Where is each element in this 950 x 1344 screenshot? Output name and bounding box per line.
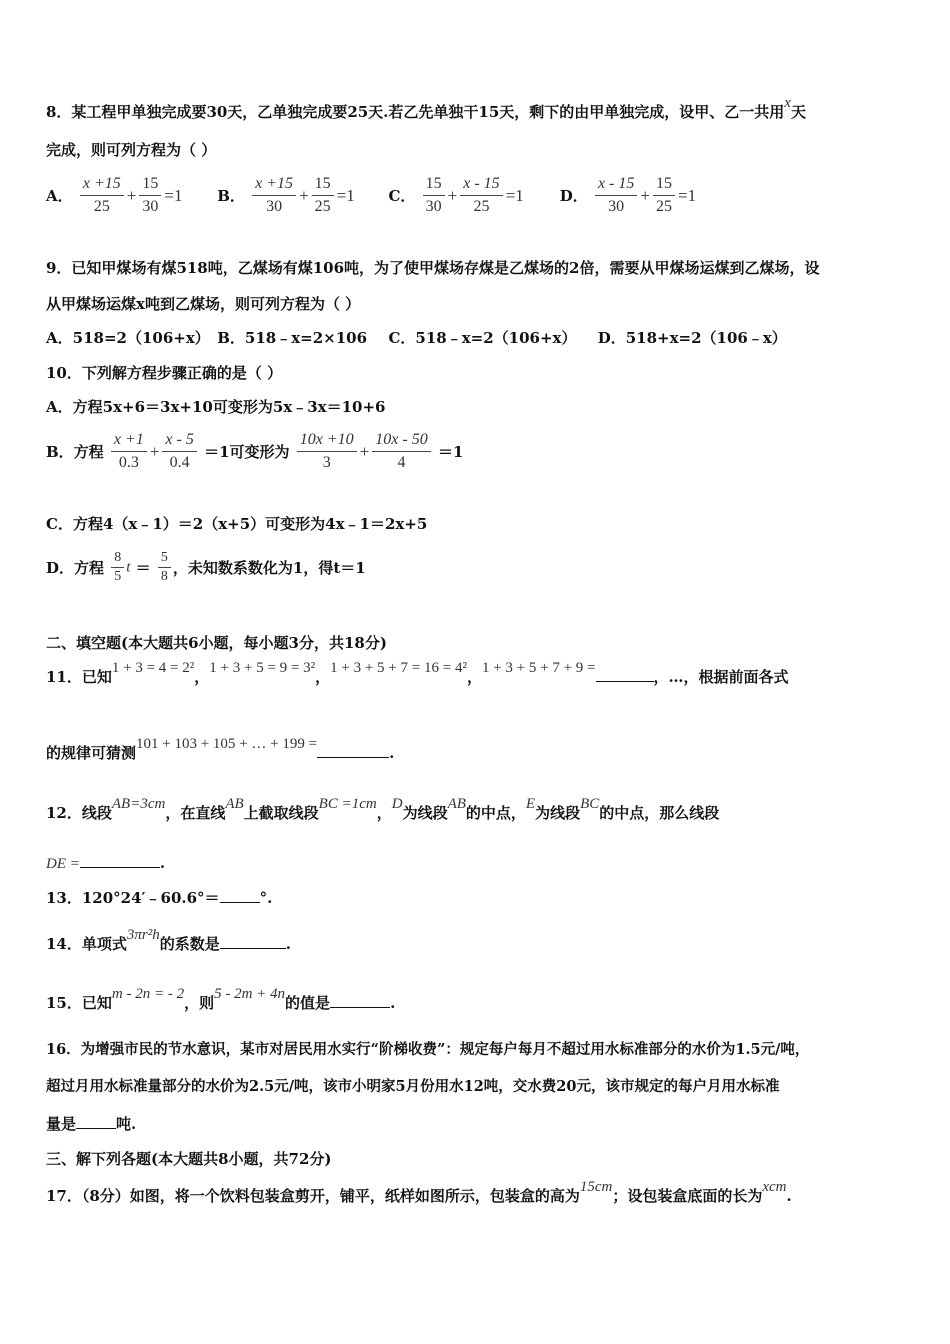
q13-end: °. <box>259 889 273 907</box>
rhs: =1 <box>336 185 355 205</box>
denominator: 25 <box>473 198 490 215</box>
q16-line3-suffix: 吨. <box>116 1115 137 1133</box>
denominator: 0.3 <box>118 454 139 471</box>
fraction <box>653 174 675 217</box>
q15-math-2: 5 - 2m + 4n <box>214 986 286 1002</box>
q14-prefix: 14．单项式 <box>46 935 127 953</box>
q8-option-c[interactable] <box>388 174 554 217</box>
option-label: D． <box>559 186 588 205</box>
q17-text: ；设包装盒底面的长为 <box>612 1187 763 1205</box>
q16-answer-blank[interactable] <box>76 1128 116 1129</box>
operator: + <box>126 185 137 205</box>
fraction <box>252 174 296 217</box>
fraction <box>297 430 357 473</box>
numerator: 10x - 50 <box>372 430 430 452</box>
fraction <box>139 174 161 217</box>
q12-line2-end: . <box>159 854 166 872</box>
q14-end: . <box>285 935 291 953</box>
section-2-heading: 二、填空题(本大题共6小题，每小题3分，共18分) <box>46 634 387 652</box>
fraction <box>372 430 430 473</box>
q17-end: . <box>786 1187 792 1205</box>
q13 <box>46 888 272 908</box>
q12-prefix: 12．线段 <box>46 804 112 822</box>
fraction <box>312 174 334 217</box>
numerator: x +1 <box>111 430 147 452</box>
q12-answer-blank[interactable] <box>80 867 160 868</box>
q9-stem-line1: 9．已知甲煤场有煤518吨，乙煤场有煤106吨，为了使甲煤场存煤是乙煤场的2倍，需要从甲煤场运煤到乙煤场，设 <box>46 259 820 277</box>
q16-line3-prefix: 量是 <box>46 1115 77 1133</box>
denominator: 25 <box>93 198 110 215</box>
q12-math-bc: BC =1cm <box>318 796 377 812</box>
q15-end: . <box>390 994 396 1012</box>
numerator: x - 5 <box>162 430 196 452</box>
q8-stem-line2 <box>46 140 216 160</box>
fraction <box>111 430 147 473</box>
option-label: C． <box>388 186 416 205</box>
fraction <box>423 174 445 217</box>
fraction <box>162 430 196 473</box>
numerator: 10x +10 <box>297 430 357 452</box>
option-label: B． <box>217 186 245 205</box>
q17-math-length: xcm <box>762 1179 787 1195</box>
q12-text: 上截取线段 <box>243 804 319 822</box>
operator: + <box>447 185 458 205</box>
q12-math-ab: AB <box>225 796 244 812</box>
numerator: 15 <box>653 174 675 196</box>
q12-line1 <box>46 796 720 824</box>
q11-comma: ， <box>194 668 210 686</box>
q10-option-b[interactable] <box>46 430 463 473</box>
q11-comma: ， <box>466 668 482 686</box>
q13-text: 13．120°24′﹣60.6°＝ <box>46 889 220 907</box>
q11-line2 <box>46 736 395 764</box>
q11-comma: ， <box>315 668 331 686</box>
numerator: 15 <box>423 174 445 196</box>
numerator: 8 <box>111 550 124 568</box>
option-label: D．方程 <box>46 558 105 577</box>
q9-options <box>46 328 787 348</box>
q11-line2-math: 101 + 103 + 105 + … + 199 = <box>136 736 318 752</box>
option-label: A． <box>46 186 73 205</box>
denominator: 25 <box>314 198 331 215</box>
rhs: =1 <box>505 185 524 205</box>
numerator: x - 15 <box>595 174 637 196</box>
q9-option-d[interactable]: D．518+x=2（106﹣x） <box>597 329 787 347</box>
q14-text: 的系数是 <box>159 935 220 953</box>
q12-text: ，在直线 <box>165 804 226 822</box>
q12-math-e: E <box>525 796 536 812</box>
rhs: =1 <box>677 185 697 205</box>
q17 <box>46 1179 792 1207</box>
numerator: x +15 <box>80 174 124 196</box>
q8-var-x: x <box>784 95 791 111</box>
option-text: ＝1可变形为 <box>204 442 290 461</box>
q15-prefix: 15．已知 <box>46 994 112 1012</box>
rhs: =1 <box>164 185 183 205</box>
q12-math-ab: AB=3cm <box>111 796 166 812</box>
q9-option-a[interactable]: A．518=2（106+x） <box>46 329 210 347</box>
denominator: 30 <box>608 198 625 215</box>
q16-line3 <box>46 1114 136 1134</box>
q12-math-bc: BC <box>580 796 600 812</box>
q10-stem: 10．下列解方程步骤正确的是（ ） <box>46 364 283 382</box>
q11-line1 <box>46 660 789 688</box>
q9-stem-line2: 从甲煤场运煤x吨到乙煤场，则可列方程为（ ） <box>46 295 361 313</box>
q8-stem-text2: 完成，则可列方程为（ ） <box>46 141 217 159</box>
q8-option-a[interactable] <box>46 174 212 217</box>
q8-options <box>46 174 726 217</box>
q10-option-c[interactable]: C．方程4（x﹣1）＝2（x+5）可变形为4x﹣1＝2x+5 <box>46 515 428 533</box>
q8-stem-line1 <box>46 95 806 123</box>
denominator: 8 <box>160 569 168 584</box>
q15-answer-blank[interactable] <box>330 1007 390 1008</box>
q11-prefix: 11．已知 <box>46 668 112 686</box>
q17-math-height: 15cm <box>579 1179 613 1195</box>
q8-option-d[interactable] <box>560 174 726 217</box>
q12-text: 为线段 <box>402 804 448 822</box>
q12-line2 <box>46 853 165 874</box>
q12-math-d: D <box>391 796 403 812</box>
q14-answer-blank[interactable] <box>220 948 286 949</box>
denominator: 5 <box>114 569 122 584</box>
q9-option-b[interactable]: B．518﹣x=2×106 <box>217 329 368 347</box>
q10-option-d[interactable] <box>46 550 366 585</box>
fraction <box>595 174 637 217</box>
q12-math-ab: AB <box>447 796 466 812</box>
q12-text: 的中点，那么线段 <box>599 804 720 822</box>
q16-line2: 超过月用水标准量部分的水价为2.5元/吨，该市小明家5月份用水12吨，交水费20元，该市规定的每户月用水标准 <box>46 1078 780 1095</box>
numerator: 15 <box>312 174 334 196</box>
numerator: x +15 <box>252 174 296 196</box>
operator: + <box>149 441 160 461</box>
denominator: 0.4 <box>169 454 190 471</box>
q9-option-c[interactable]: C．518﹣x=2（106+x） <box>388 329 577 347</box>
fraction <box>80 174 124 217</box>
q15-text: 的值是 <box>285 994 331 1012</box>
operator: + <box>299 185 309 205</box>
numerator: 5 <box>158 550 171 568</box>
q14-math: 3πr²h <box>126 927 160 943</box>
fraction <box>460 174 502 217</box>
section-3-heading: 三、解下列各题(本大题共8小题，共72分) <box>46 1150 332 1168</box>
q8-stem-text: 8．某工程甲单独完成要30天，乙单独完成要25天.若乙先单独干15天，剩下的由甲单独完成，设甲、乙一共用 <box>46 103 785 121</box>
q17-text: 17．（8分）如图，将一个饮料包装盒剪开，铺平，纸样如图所示，包装盒的高为 <box>46 1187 580 1205</box>
denominator: 30 <box>266 198 283 215</box>
q14 <box>46 927 291 955</box>
option-text: ，未知数系数化为1，得t＝1 <box>172 558 366 577</box>
denominator: 4 <box>397 454 406 471</box>
q11-math-2: 1 + 3 + 5 = 9 = 3² <box>209 660 316 676</box>
numerator: x - 15 <box>460 174 502 196</box>
q16-line1: 16．为增强市民的节水意识，某市对居民用水实行“阶梯收费”：规定每户每月不超过用水标准部分的水价为1.5元/吨， <box>46 1041 810 1058</box>
numerator: 15 <box>139 174 161 196</box>
denominator: 3 <box>322 454 331 471</box>
q11-suffix: ，…，根据前面各式 <box>653 668 789 686</box>
q11-math-4: 1 + 3 + 5 + 7 + 9 = <box>481 660 596 676</box>
option-text: ＝1 <box>437 442 464 461</box>
q11-line2-prefix: 的规律可猜测 <box>46 744 137 762</box>
variable-t: t <box>126 559 131 576</box>
q13-answer-blank[interactable] <box>220 902 260 903</box>
q8-option-b[interactable] <box>217 174 383 217</box>
fraction <box>158 550 171 585</box>
q8-stem-end: 天 <box>790 103 806 121</box>
denominator: 30 <box>425 198 442 215</box>
q11-math-1: 1 + 3 = 4 = 2² <box>111 660 195 676</box>
equals-sign: ＝ <box>135 558 151 577</box>
q11-answer-blank-1[interactable] <box>596 681 654 682</box>
q12-line2-math: DE = <box>46 856 80 872</box>
denominator: 30 <box>142 198 159 215</box>
denominator: 25 <box>655 198 672 215</box>
operator: + <box>359 441 370 461</box>
q11-answer-blank-2[interactable] <box>317 757 389 758</box>
q11-math-3: 1 + 3 + 5 + 7 = 16 = 4² <box>330 660 467 676</box>
q15-math-1: m - 2n = - 2 <box>111 986 185 1002</box>
fraction <box>111 550 124 585</box>
q10-option-a[interactable]: A．方程5x+6＝3x+10可变形为5x﹣3x＝10+6 <box>46 398 386 416</box>
option-label: B．方程 <box>46 442 104 461</box>
q15 <box>46 986 396 1014</box>
q12-text: 的中点， <box>465 804 526 822</box>
operator: + <box>640 185 650 205</box>
q11-line2-end: . <box>389 744 395 762</box>
q12-text: 为线段 <box>535 804 581 822</box>
q12-text: ， <box>376 804 392 822</box>
q15-text: ，则 <box>184 994 215 1012</box>
